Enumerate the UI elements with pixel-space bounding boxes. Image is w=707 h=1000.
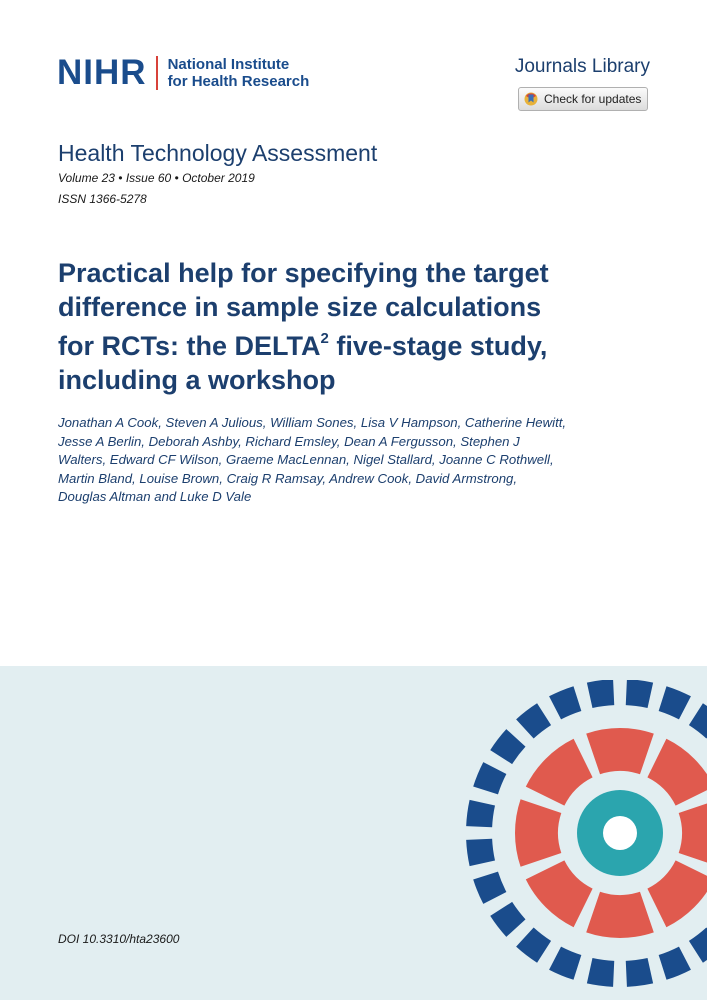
outer-dash-segment [689, 703, 707, 738]
middle-ring-segment [526, 739, 593, 806]
middle-ring-segment [586, 892, 654, 938]
middle-ring-segment [647, 860, 707, 927]
outer-dash-segment [490, 729, 525, 764]
middle-ring-segment [526, 860, 593, 927]
nihr-logo[interactable] [57, 55, 309, 91]
journal-issue-info [58, 171, 255, 185]
separator-bullet: • [174, 171, 179, 185]
middle-ring-segment [679, 799, 707, 867]
middle-ring-segment [515, 799, 561, 867]
logo-text [168, 56, 310, 90]
outer-dash-segment [466, 800, 495, 827]
check-for-updates-button[interactable] [518, 87, 648, 111]
logo-mark: NIHR [57, 53, 147, 92]
logo-line-2: for Health Research [167, 73, 310, 90]
journal-title: Health Technology Assessment [58, 140, 378, 166]
outer-dash-segment [659, 947, 691, 980]
outer-dash-segment [549, 686, 581, 719]
logo-divider [156, 56, 158, 90]
outer-dash-segment [626, 958, 653, 987]
outer-dash-segment [473, 762, 506, 794]
journal-issn: ISSN 1366-5278 [58, 192, 147, 206]
outer-dash-segment [587, 680, 614, 708]
outer-dash-segment [516, 703, 551, 738]
doi-label: DOI 10.3310/hta23600 [58, 932, 180, 946]
separator-bullet: • [118, 171, 123, 185]
journal-issue: Issue 60 [125, 171, 172, 185]
core-hole [603, 816, 637, 850]
author-list: Jonathan A Cook, Steven A Julious, William Sones, Lisa V Hampson, Catherine Hewitt, Jesse A Berlin, Deborah Ashby, Richard Emsley, Dean A Fergusson, Stephen J Walters, Edward CF Wilson, Graeme MacLennan, Nigel Stallard, Joanne C Rothwell, Martin Bland, Louise Brown, Craig R Ramsay, Andrew Cook, David Armstrong, Douglas Altman and Luke D Vale [58, 415, 567, 504]
middle-ring-segment [647, 739, 707, 806]
middle-ring-segment [586, 728, 654, 774]
journals-library-label: Journals Library [514, 56, 650, 77]
journal-volume: Volume 23 [58, 171, 115, 185]
outer-dash-segment [466, 839, 495, 866]
article-title-superscript: 2 [320, 330, 329, 347]
logo-line-1: National Institute [167, 56, 290, 73]
article-title [58, 256, 578, 397]
outer-dash-segment [587, 958, 614, 987]
outer-dash-segment [490, 902, 525, 937]
outer-dash-segment [473, 872, 506, 904]
check-for-updates-label: Check for updates [544, 92, 642, 106]
outer-dash-segment [549, 947, 581, 980]
concentric-ring-graphic [460, 680, 707, 1000]
outer-dash-segment [516, 927, 551, 962]
outer-dash-segment [626, 680, 653, 708]
crossmark-icon [524, 92, 538, 106]
article-title-part-2: five-stage study, including a workshop [58, 331, 548, 395]
article-title-part-1: Practical help for specifying the target difference in sample size calculations for RCTs: the DELTA [58, 258, 549, 361]
outer-dash-segment [659, 686, 691, 719]
outer-dash-segment [689, 927, 707, 962]
journal-date: October 2019 [182, 171, 255, 185]
